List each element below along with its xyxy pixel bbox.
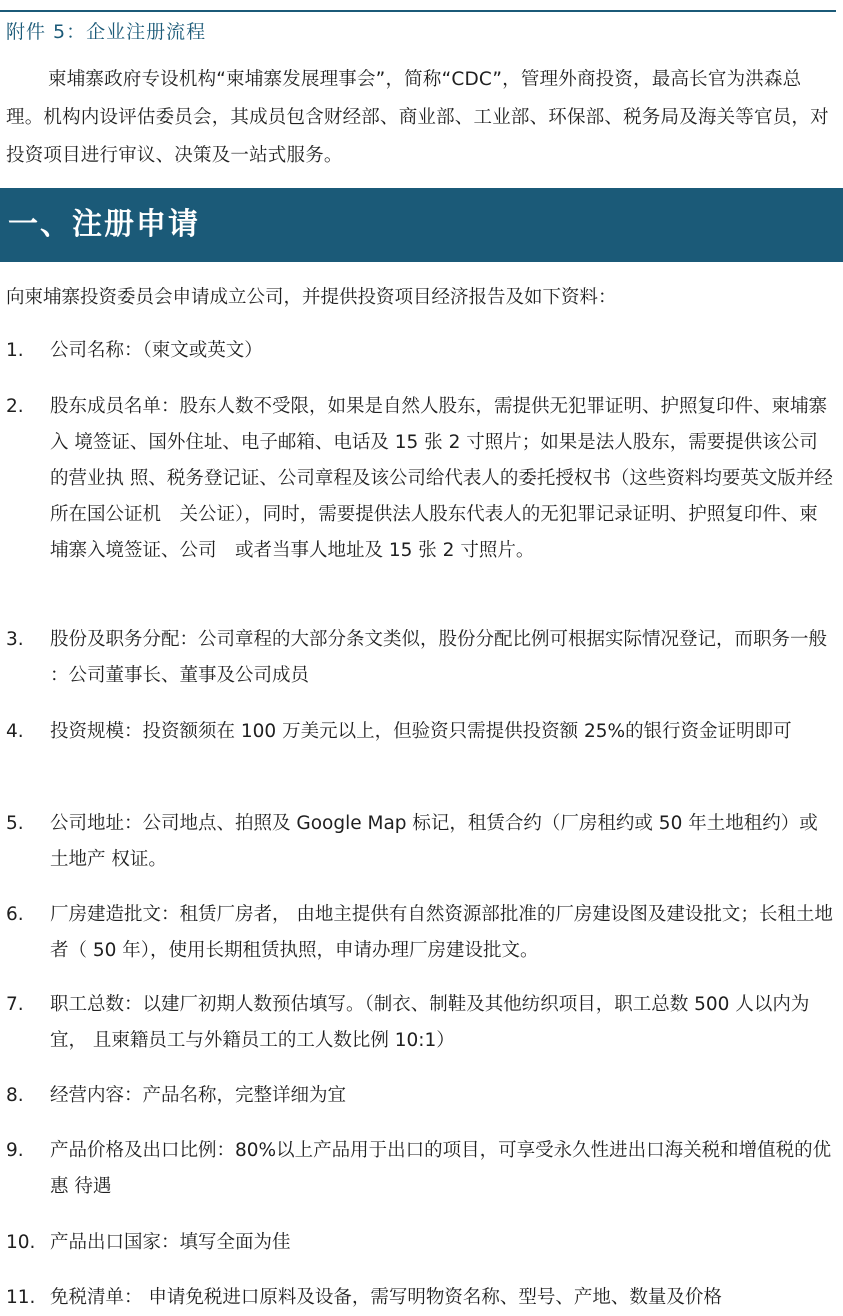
list-item-number: 9. [6,1140,24,1161]
list-item [0,897,843,969]
list-item-number: 11. [6,1287,36,1308]
list-item [0,389,843,569]
list-item-number: 4. [6,721,24,742]
list-item [0,1133,843,1205]
top-rule [0,10,836,12]
list-item-text: 免税清单： 申请免税进口原料及设备，需写明物资名称、型号、产地、数量及价格 [50,1287,722,1308]
list-item-text: 公司名称：（柬文或英文） [50,340,263,361]
list-item-text: 职工总数：以建厂初期人数预估填写。（制衣、制鞋及其他纺织项目，职工总数 500 人以内为宜， 且柬籍员工与外籍员工的工人数比例 10:1） [50,994,810,1051]
list-item [0,714,843,750]
attachment-title: 附件 5：企业注册流程 [6,21,207,43]
list-item-number: 5. [6,813,24,834]
list-item-text: 产品出口国家：填写全面为佳 [50,1232,291,1253]
list-item-text: 产品价格及出口比例：80%以上产品用于出口的项目，可享受永久性进出口海关税和增值税的优惠 待遇 [50,1140,832,1197]
list-item [0,987,843,1059]
list-item-number: 10. [6,1232,36,1253]
list-item [0,333,843,369]
list-item-text: 股东成员名单：股东人数不受限，如果是自然人股东，需提供无犯罪证明、护照复印件、柬埔寨入 境签证、国外住址、电子邮箱、电话及 15 张 2 寸照片；如果是法人股东，需要提供该公司的营业执 照、税务登记证、公司章程及该公司给代表人的委托授权书（这些资料均要英文版并经所在国公证机 关公证），同时，需要提供法人股东代表人的无犯罪记录证明、护照复印件、柬埔寨入境签证、公司 或者当事人地址及 15 张 2 寸照片。 [50,396,833,561]
intro-paragraph: 柬埔寨政府专设机构“柬埔寨发展理事会”，简称“CDC”，管理外商投资，最高长官为洪森总理。机构内设评估委员会，其成员包含财经部、商业部、工业部、环保部、税务局及海关等官员，对投资项目进行审议、决策及一站式服务。 [6,69,829,166]
list-item-text: 投资规模：投资额须在 100 万美元以上，但验资只需提供投资额 25%的银行资金证明即可 [50,721,792,742]
list-item-text: 经营内容：产品名称，完整详细为宜 [50,1085,347,1106]
list-item-number: 6. [6,904,24,925]
list-item-text: 公司地址：公司地点、拍照及 Google Map 标记，租赁合约（厂房租约或 50 年土地租约）或土地产 权证。 [50,813,818,870]
list-item-number: 8. [6,1085,24,1106]
list-item-text: 股份及职务分配：公司章程的大部分条文类似，股份分配比例可根据实际情况登记，而职务一般 ：公司董事长、董事及公司成员 [50,629,828,686]
list-item-number: 2. [6,396,24,417]
lead-paragraph: 向柬埔寨投资委员会申请成立公司，并提供投资项目经济报告及如下资料： [6,287,617,308]
list-item [0,622,843,694]
list-item-number: 7. [6,994,24,1015]
list-item [0,1225,843,1261]
list-item [0,1280,843,1316]
list-item [0,806,843,878]
list-item-text: 厂房建造批文：租赁厂房者， 由地主提供有自然资源部批准的厂房建设图及建设批文；长租土地者（ 50 年），使用长期租赁执照，申请办理厂房建设批文。 [50,904,833,961]
list-item-number: 3. [6,629,24,650]
section-title: 一、注册申请 [8,207,200,242]
list-item [0,1078,843,1114]
list-item-number: 1. [6,340,24,361]
section-banner [0,188,843,262]
